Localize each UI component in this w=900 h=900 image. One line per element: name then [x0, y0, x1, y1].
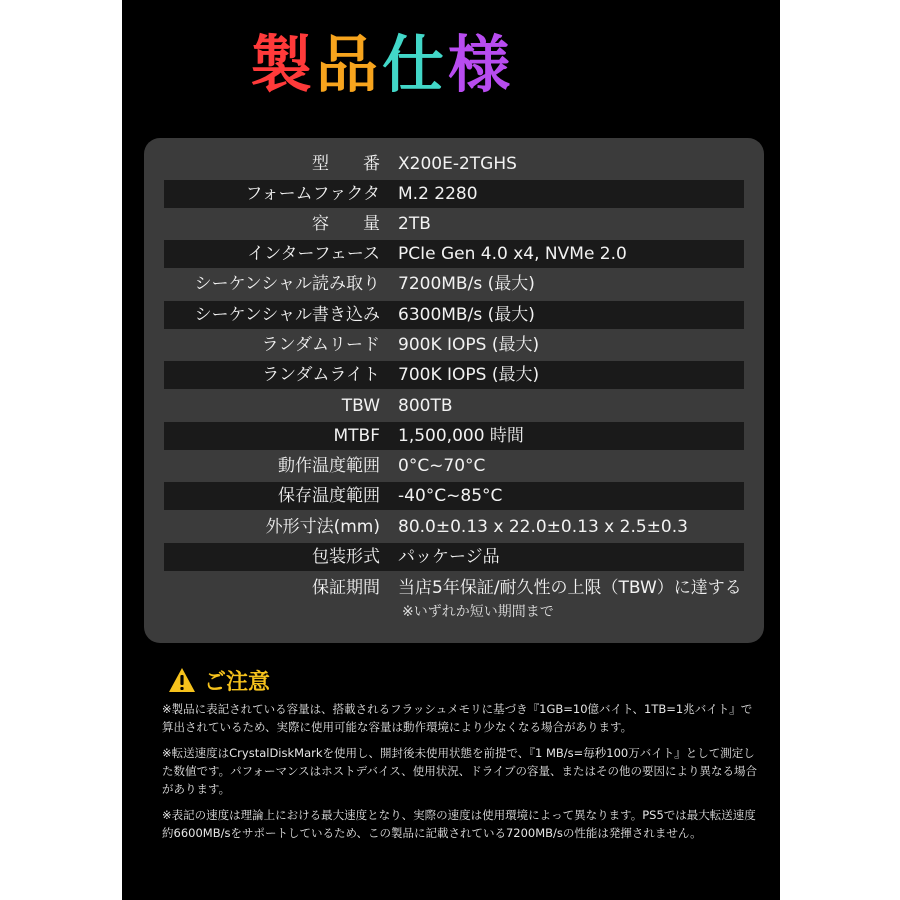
- spec-row: [164, 210, 744, 238]
- spec-value: 900K IOPS (最大): [398, 335, 540, 355]
- spec-row: [164, 301, 744, 329]
- title-char: 製: [249, 28, 316, 101]
- caution-header: [168, 664, 270, 696]
- caution-note: ※製品に表記されている容量は、搭載されるフラッシュメモリに基づき『1GB=10億バイト、1TB=1兆バイト』で算出されているため、実際に使用可能な容量は動作環境により少なくなる場合があります。: [162, 702, 753, 734]
- spec-value: 800TB: [398, 396, 453, 416]
- spec-row: [164, 422, 744, 450]
- product-spec-panel: [122, 0, 780, 900]
- caution-note: ※表記の速度は理論上における最大速度となり、実際の速度は使用環境によって異なります。PS5では最大転送速度約6600MB/sをサポートしているため、この製品に記載されている7200MB/sの性能は発揮されません。: [162, 808, 756, 840]
- spec-value: 2TB: [398, 214, 431, 234]
- spec-row: [164, 513, 744, 541]
- spec-row: [164, 392, 744, 420]
- spec-label: 包装形式: [312, 547, 380, 567]
- spec-value: パッケージ品: [398, 547, 500, 567]
- caution-title: ご注意: [204, 669, 271, 695]
- spec-label: TBW: [341, 396, 380, 416]
- spec-label: 外形寸法(mm): [265, 517, 380, 537]
- spec-value: 0°C~70°C: [398, 456, 486, 476]
- spec-table: [144, 138, 764, 643]
- spec-label: 動作温度範囲: [278, 456, 380, 476]
- title-char: 様: [448, 28, 515, 101]
- spec-label: 保存温度範囲: [278, 486, 380, 506]
- spec-row: [164, 452, 744, 480]
- spec-value: M.2 2280: [398, 184, 478, 204]
- spec-row: [164, 240, 744, 268]
- title-char: 仕: [382, 28, 449, 101]
- spec-value: 7200MB/s (最大): [398, 274, 535, 294]
- caution-notes: [162, 700, 762, 850]
- spec-row: [164, 331, 744, 359]
- spec-label: シーケンシャル読み取り: [194, 274, 380, 294]
- spec-row: [164, 270, 744, 298]
- caution-note: ※転送速度はCrystalDiskMarkを使用し、開封後未使用状態を前提で、『1 MB/s=毎秒100万バイト』として測定した数値です。パフォーマンスはホストデバイス、使用状況、ドライブの容量、またはその他の要因により異なる場合があります。: [162, 746, 758, 796]
- spec-label: 保証期間: [312, 578, 380, 598]
- spec-label: ランダムリード: [261, 335, 380, 355]
- spec-value: 700K IOPS (最大): [398, 365, 540, 385]
- title-char: 品: [315, 28, 382, 101]
- spec-label: 容 量: [312, 214, 380, 234]
- spec-value: 当店5年保証/耐久性の上限（TBW）に達する: [398, 578, 742, 598]
- spec-row: [164, 180, 744, 208]
- spec-row: [164, 150, 744, 178]
- spec-note: ※いずれか短い期間まで: [402, 604, 554, 620]
- spec-label: フォームファクタ: [245, 184, 380, 204]
- spec-row: [164, 543, 744, 571]
- spec-value: -40°C~85°C: [398, 486, 503, 506]
- spec-row: [164, 361, 744, 389]
- spec-value: 80.0±0.13 x 22.0±0.13 x 2.5±0.3: [398, 517, 688, 537]
- spec-row: [164, 574, 744, 620]
- spec-value: 6300MB/s (最大): [398, 305, 535, 325]
- spec-value: X200E-2TGHS: [398, 154, 517, 174]
- spec-value: 1,500,000 時間: [398, 426, 524, 446]
- spec-label: ランダムライト: [262, 365, 380, 385]
- warning-icon: [168, 667, 196, 693]
- spec-label: シーケンシャル書き込み: [194, 305, 380, 325]
- spec-label: MTBF: [333, 426, 380, 446]
- spec-label: インターフェース: [247, 244, 380, 264]
- page-title: [122, 28, 642, 102]
- spec-value: PCIe Gen 4.0 x4, NVMe 2.0: [398, 244, 627, 264]
- spec-label: 型 番: [312, 154, 380, 174]
- spec-row: [164, 482, 744, 510]
